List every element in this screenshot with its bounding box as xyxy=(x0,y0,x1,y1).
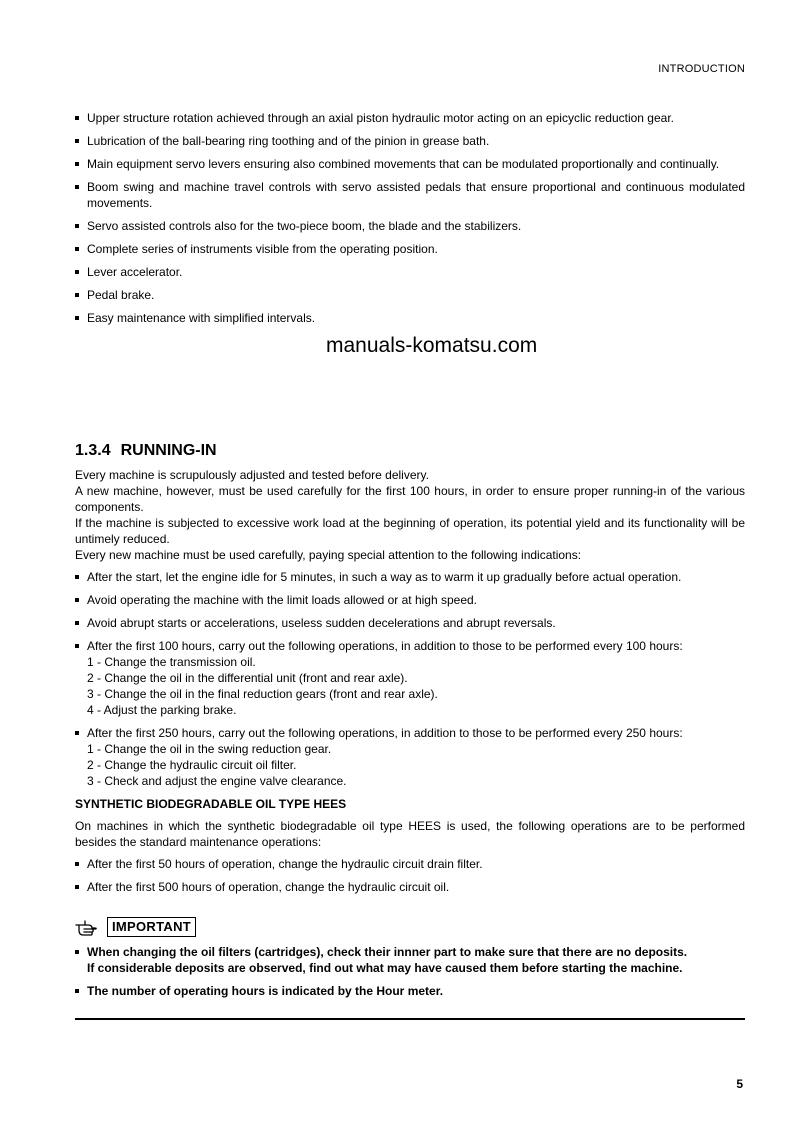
bullet-icon xyxy=(75,162,79,166)
bullet-icon xyxy=(75,575,79,579)
step-item: 2 - Change the oil in the differential unit (front and rear axle). xyxy=(87,671,408,685)
step-item: 3 - Check and adjust the engine valve clearance. xyxy=(87,774,347,788)
bullet-icon xyxy=(75,644,79,648)
paragraph: Every new machine must be used carefully, paying special attention to the following indications: xyxy=(75,548,582,562)
bullet-icon xyxy=(75,598,79,602)
bullet-icon xyxy=(75,621,79,625)
watermark-link[interactable]: manuals-komatsu.com xyxy=(326,334,538,357)
features-list xyxy=(75,110,745,333)
step-item: 2 - Change the hydraulic circuit oil filter. xyxy=(87,758,297,772)
list-item: Upper structure rotation achieved through an axial piston hydraulic motor acting on an epicyclic reduction gear. xyxy=(75,110,745,126)
step-item: 1 - Change the transmission oil. xyxy=(87,655,256,669)
page-number: 5 xyxy=(736,1077,743,1091)
list-item: Servo assisted controls also for the two-piece boom, the blade and the stabilizers. xyxy=(75,218,745,234)
running-in-body xyxy=(75,467,745,895)
bullet-icon xyxy=(75,293,79,297)
bullet-icon xyxy=(75,989,79,993)
section-title-text: RUNNING-IN xyxy=(120,442,217,459)
list-item: After the first 100 hours, carry out the following operations, in addition to those to be performed every 100 hours: 1 - Change the transmission oil. 2 - Change the oil in the differential unit (front and rear axle). 3 - Change the oil in the final reduction gears (front and rear axle). 4 - Adjust the parking brake. xyxy=(75,638,745,718)
list-item: After the first 250 hours, carry out the following operations, in addition to those to be performed every 250 hours: 1 - Change the oil in the swing reduction gear. 2 - Change the hydraulic circuit oil filter. 3 - Check and adjust the engine valve clearance. xyxy=(75,725,745,789)
list-item: When changing the oil filters (cartridges), check their innner part to make sure that there are no deposits. If considerable deposits are observed, find out what may have caused them before starting the machine. xyxy=(75,944,745,976)
bullet-icon xyxy=(75,116,79,120)
list-item: Complete series of instruments visible from the operating position. xyxy=(75,241,745,257)
hees-heading: SYNTHETIC BIODEGRADABLE OIL TYPE HEES xyxy=(75,797,347,811)
bullet-icon xyxy=(75,885,79,889)
list-item: After the start, let the engine idle for 5 minutes, in such a way as to warm it up gradually before actual operation. xyxy=(75,569,745,585)
paragraph: A new machine, however, must be used carefully for the first 100 hours, in order to ensure proper running-in of the various components. xyxy=(75,484,745,514)
section-title xyxy=(75,441,745,461)
step-item: 4 - Adjust the parking brake. xyxy=(87,703,237,717)
paragraph: If the machine is subjected to excessive work load at the beginning of operation, its potential yield and its functionality will be untimely reduced. xyxy=(75,516,745,546)
list-item: Lever accelerator. xyxy=(75,264,745,280)
bullet-icon xyxy=(75,247,79,251)
bullet-icon xyxy=(75,139,79,143)
list-item: After the first 500 hours of operation, change the hydraulic circuit oil. xyxy=(75,879,745,895)
bullet-icon xyxy=(75,316,79,320)
divider xyxy=(75,1018,745,1020)
section-number: 1.3.4 xyxy=(75,442,111,459)
bullet-icon xyxy=(75,862,79,866)
list-item: Avoid operating the machine with the limit loads allowed or at high speed. xyxy=(75,592,745,608)
list-item: After the first 50 hours of operation, change the hydraulic circuit drain filter. xyxy=(75,856,745,872)
list-item: Avoid abrupt starts or accelerations, useless sudden decelerations and abrupt reversals. xyxy=(75,615,745,631)
step-item: 3 - Change the oil in the final reduction gears (front and rear axle). xyxy=(87,687,438,701)
important-notes xyxy=(75,944,745,1006)
list-item: Lubrication of the ball-bearing ring toothing and of the pinion in grease bath. xyxy=(75,133,745,149)
bullet-icon xyxy=(75,270,79,274)
bullet-icon xyxy=(75,731,79,735)
list-item: Pedal brake. xyxy=(75,287,745,303)
bullet-icon xyxy=(75,950,79,954)
running-header: INTRODUCTION xyxy=(658,63,745,75)
important-callout-header xyxy=(75,917,196,937)
indications-list xyxy=(75,569,745,789)
hees-intro: On machines in which the synthetic biodegradable oil type HEES is used, the following operations are to be performed besides the standard maintenance operations: xyxy=(75,819,745,849)
bullet-icon xyxy=(75,185,79,189)
list-item: Main equipment servo levers ensuring also combined movements that can be modulated proportionally and continually. xyxy=(75,156,745,172)
list-item: Easy maintenance with simplified intervals. xyxy=(75,310,745,326)
note-continuation: If considerable deposits are observed, find out what may have caused them before starting the machine. xyxy=(87,961,683,975)
step-item: 1 - Change the oil in the swing reduction gear. xyxy=(87,742,332,756)
hees-list xyxy=(75,856,745,895)
list-item: The number of operating hours is indicated by the Hour meter. xyxy=(75,983,745,999)
list-item: Boom swing and machine travel controls with servo assisted pedals that ensure proportional and continuous modulated movements. xyxy=(75,179,745,211)
pointing-hand-icon xyxy=(75,917,99,937)
paragraph: Every machine is scrupulously adjusted and tested before delivery. xyxy=(75,468,429,482)
important-label: IMPORTANT xyxy=(107,917,196,937)
bullet-icon xyxy=(75,224,79,228)
